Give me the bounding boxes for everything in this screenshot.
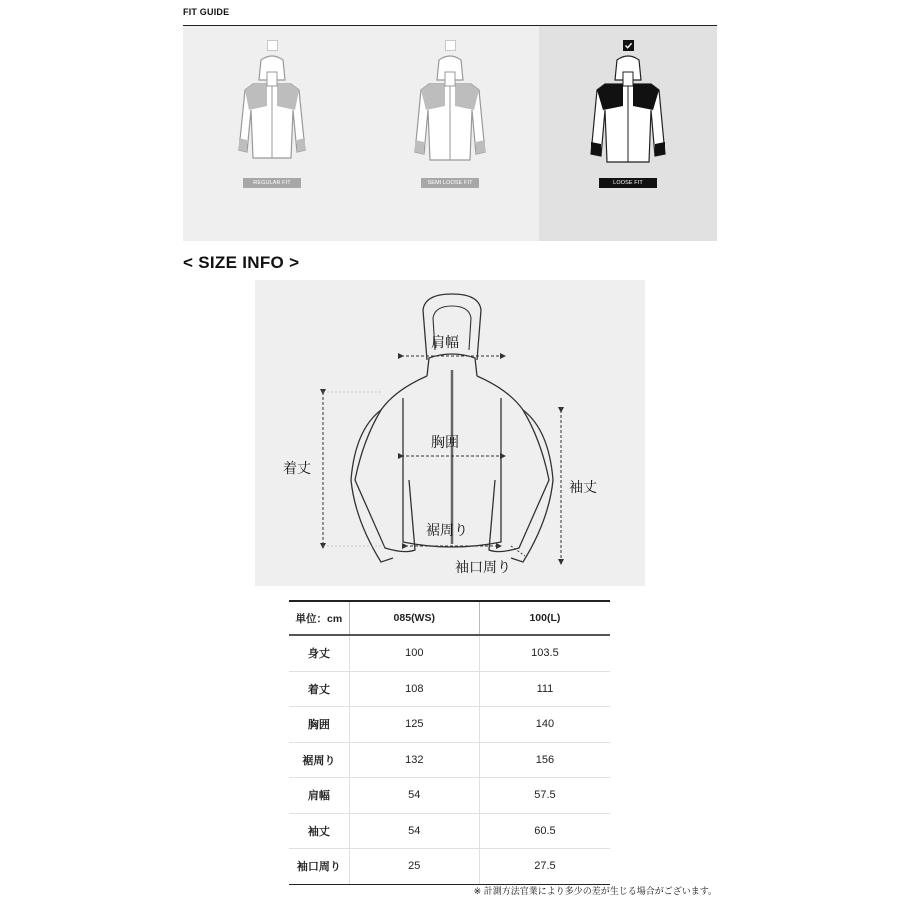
table-row bbox=[289, 813, 610, 849]
jacket-semi-loose-fit-icon bbox=[409, 54, 491, 172]
fit-label-semi-loose: SEMI LOOSE FIT bbox=[421, 178, 479, 188]
row-label: 裾周り bbox=[289, 742, 349, 778]
jacket-regular-fit-icon bbox=[231, 54, 313, 172]
table-header-row bbox=[289, 601, 610, 635]
label-sleeve: 袖丈 bbox=[569, 480, 597, 496]
table-row bbox=[289, 671, 610, 707]
fit-option-regular[interactable] bbox=[183, 26, 361, 241]
table-cell: 125 bbox=[349, 707, 479, 743]
table-cell: 132 bbox=[349, 742, 479, 778]
label-cuff: 袖口周り bbox=[455, 560, 511, 576]
measurement-note: ※ 計測方法官業により多少の差が生じる場合がございます。 bbox=[473, 886, 717, 896]
table-cell: 103.5 bbox=[479, 635, 610, 671]
row-label: 肩幅 bbox=[289, 778, 349, 814]
checkbox-icon[interactable] bbox=[267, 40, 278, 51]
table-cell: 156 bbox=[479, 742, 610, 778]
table-cell: 100 bbox=[349, 635, 479, 671]
fit-option-semi-loose[interactable] bbox=[361, 26, 539, 241]
fit-guide-title: FIT GUIDE bbox=[183, 7, 230, 17]
fit-label-loose: LOOSE FIT bbox=[599, 178, 657, 188]
table-cell: 60.5 bbox=[479, 813, 610, 849]
table-cell: 57.5 bbox=[479, 778, 610, 814]
label-length: 着丈 bbox=[283, 461, 311, 477]
table-cell: 25 bbox=[349, 849, 479, 885]
table-row bbox=[289, 778, 610, 814]
checkbox-icon[interactable] bbox=[445, 40, 456, 51]
table-row bbox=[289, 742, 610, 778]
row-label: 着丈 bbox=[289, 671, 349, 707]
unit-header: 単位：cm bbox=[289, 601, 349, 635]
fit-option-loose[interactable] bbox=[539, 26, 717, 241]
label-shoulder: 肩幅 bbox=[431, 335, 459, 351]
row-label: 袖丈 bbox=[289, 813, 349, 849]
row-label: 胸囲 bbox=[289, 707, 349, 743]
checkbox-checked-icon[interactable] bbox=[623, 40, 634, 51]
size-info-title: < SIZE INFO > bbox=[183, 253, 300, 272]
table-cell: 27.5 bbox=[479, 849, 610, 885]
label-chest: 胸囲 bbox=[431, 435, 459, 451]
table-row bbox=[289, 635, 610, 671]
table-cell: 111 bbox=[479, 671, 610, 707]
column-header: 085(WS) bbox=[349, 601, 479, 635]
table-row bbox=[289, 849, 610, 885]
size-diagram bbox=[255, 280, 645, 586]
fit-guide-panel bbox=[183, 26, 717, 241]
label-hem: 裾周り bbox=[426, 523, 468, 539]
row-label: 身丈 bbox=[289, 635, 349, 671]
size-table bbox=[289, 600, 610, 885]
table-row bbox=[289, 707, 610, 743]
table-cell: 108 bbox=[349, 671, 479, 707]
table-cell: 54 bbox=[349, 778, 479, 814]
jacket-loose-fit-icon bbox=[587, 54, 669, 172]
table-cell: 54 bbox=[349, 813, 479, 849]
column-header: 100(L) bbox=[479, 601, 610, 635]
fit-label-regular: REGULAR FIT bbox=[243, 178, 301, 188]
table-cell: 140 bbox=[479, 707, 610, 743]
row-label: 袖口周り bbox=[289, 849, 349, 885]
